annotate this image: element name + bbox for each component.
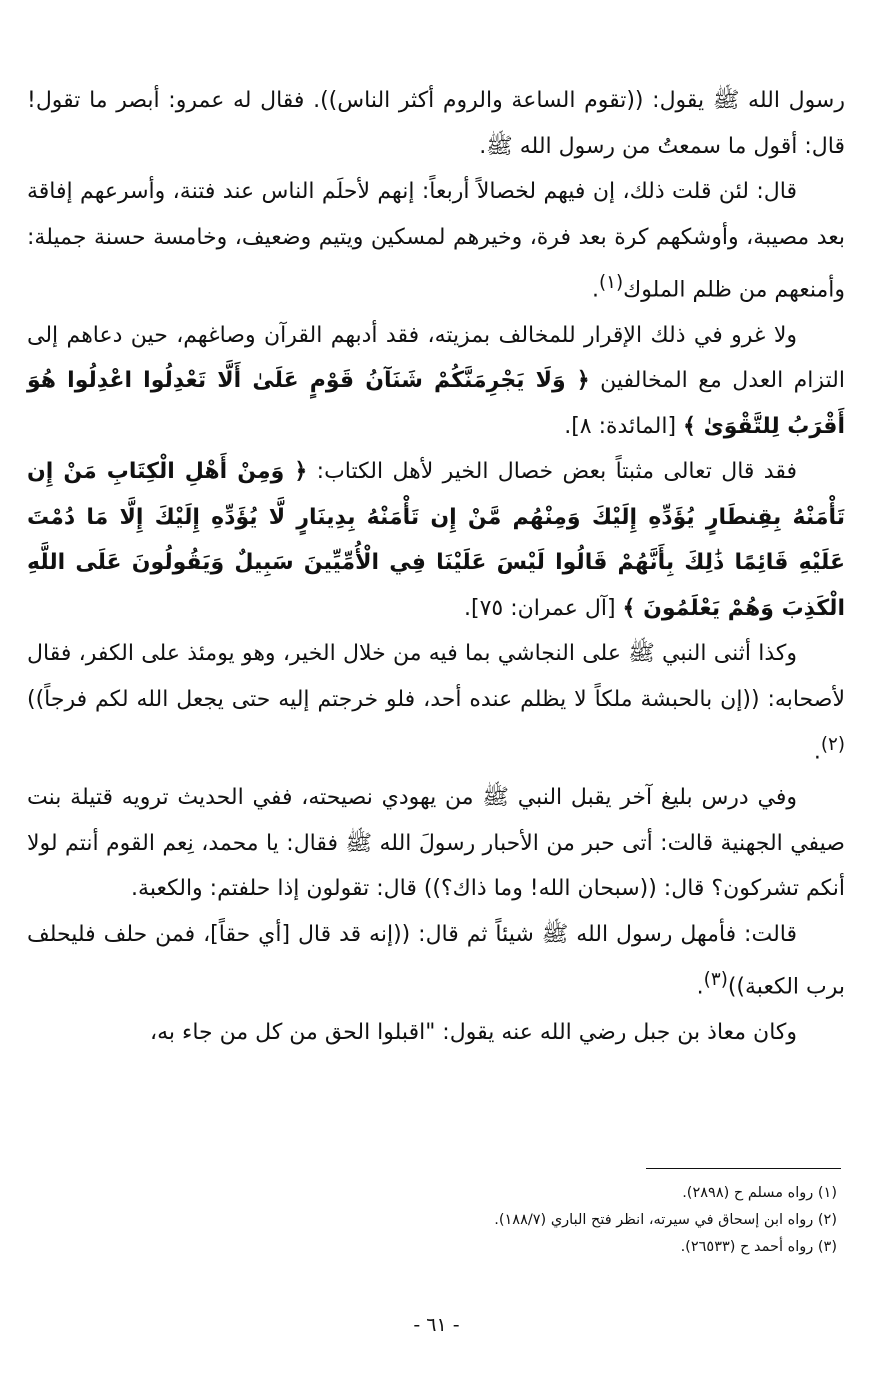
verse-reference-al-maidah: [المائدة: ٨]. [564,413,684,439]
quran-verse-al-maidah: ﴿ وَلَا يَجْرِمَنَّكُمْ شَنَآنُ قَوْمٍ عَلَىٰ أَلَّا تَعْدِلُوا اعْدِلُوا هُوَ أَقْرَبُ لِلتَّقْوَىٰ ﴾ [27,368,845,439]
paragraph-5 [27,631,845,775]
paragraph-2 [27,169,845,313]
paragraph-3-text: ولا غرو في ذلك الإقرار للمخالف بمزيته، فقد أدبهم القرآن وصاغهم، حين دعاهم إلى التزام العدل مع المخالفين [27,322,845,394]
paragraph-3 [27,313,845,450]
footnote-marker-3: (٣) [703,969,728,991]
paragraph-7 [27,912,845,1010]
footnote-1: (١) رواه مسلم ح (٢٨٩٨). [682,1185,837,1201]
paragraph-6 [27,775,845,912]
paragraph-8 [27,1010,845,1056]
paragraph-8-text: وكان معاذ بن جبل رضي الله عنه يقول: "اقبلوا الحق من كل من جاء به، [149,1019,797,1045]
quran-verse-al-imran: ﴿ وَمِنْ أَهْلِ الْكِتَابِ مَنْ إِن تَأْمَنْهُ بِقِنطَارٍ يُؤَدِّهِ إِلَيْكَ وَمِنْهُم مَّنْ إِن تَأْمَنْهُ بِدِينَارٍ لَّا يُؤَدِّهِ إِلَيْكَ إِلَّا مَا دُمْتَ عَلَيْهِ قَائِمًا ذَٰلِكَ بِأَنَّهُمْ قَالُوا لَيْسَ عَلَيْنَا فِي الْأُمِّيِّينَ سَبِيلٌ وَيَقُولُونَ عَلَى اللَّهِ الْكَذِبَ وَهُمْ يَعْلَمُونَ ﴾ [27,459,845,621]
paragraph-2-text: قال: لئن قلت ذلك، إن فيهم لخصالاً أربعاً: إنهم لأحلَم الناس عند فتنة، وأسرعهم إفاقة بعد مصيبة، وأوشكهم كرة بعد فرة، وخيرهم لمسكين ويتيم وضعيف، وخامسة حسنة جميلة: وأمنعهم من ظلم الملوك [27,179,845,303]
verse-reference-al-imran: [آل عمران: ٧٥]. [464,595,623,621]
main-text [27,78,845,1055]
page-number: - ٦١ - [413,1314,460,1336]
paragraph-6-text: وفي درس بليغ آخر يقبل النبي ﷺ من يهودي نصيحته، ففي الحديث ترويه قتيلة بنت صيفي الجهنية قالت: أتى حبر من الأحبار رسولَ الله ﷺ فقال: يا محمد، نِعم القوم أنتم لولا أنكم تشركون؟ قال: ((سبحان الله! وما ذاك؟)) قال: تقولون إذا حلفتم: والكعبة. [27,785,845,902]
paragraph-7-end: . [696,974,704,1000]
paragraph-1-text: رسول الله ﷺ يقول: ((تقوم الساعة والروم أكثر الناس)). فقال له عمرو: أبصر ما تقول! قال: أقول ما سمعتُ من رسول الله ﷺ. [27,88,845,159]
footnote-3: (٣) رواه أحمد ح (٢٦٥٣٣). [680,1239,837,1255]
paragraph-4 [27,449,845,631]
paragraph-1 [27,78,845,169]
paragraph-5-end: . [813,739,821,765]
paragraph-5-text: وكذا أثنى النبي ﷺ على النجاشي بما فيه من خلال الخير، وهو يومئذ على الكفر، فقال لأصحابه: ((إن بالحبشة ملكاً لا يظلم عنده أحد، فلو خرجتم إليه حتى يجعل الله لكم فرجاً)) [27,641,845,712]
paragraph-7-text: قالت: فأمهل رسول الله ﷺ شيئاً ثم قال: ((إنه قد قال [أي حقاً]، فمن حلف فليحلف برب الكعبة)) [27,921,845,1000]
footnotes [37,1180,837,1261]
footnote-marker-2: (٢) [820,734,845,756]
footnote-separator [646,1168,841,1169]
paragraph-4-text: فقد قال تعالى مثبتاً بعض خصال الخير لأهل الكتاب: [307,459,797,485]
footnote-marker-1: (١) [599,272,624,293]
footnote-2: (٢) رواه ابن إسحاق في سيرته، انظر فتح الباري (١٨٨/٧). [494,1212,837,1228]
paragraph-2-end: . [592,277,599,303]
